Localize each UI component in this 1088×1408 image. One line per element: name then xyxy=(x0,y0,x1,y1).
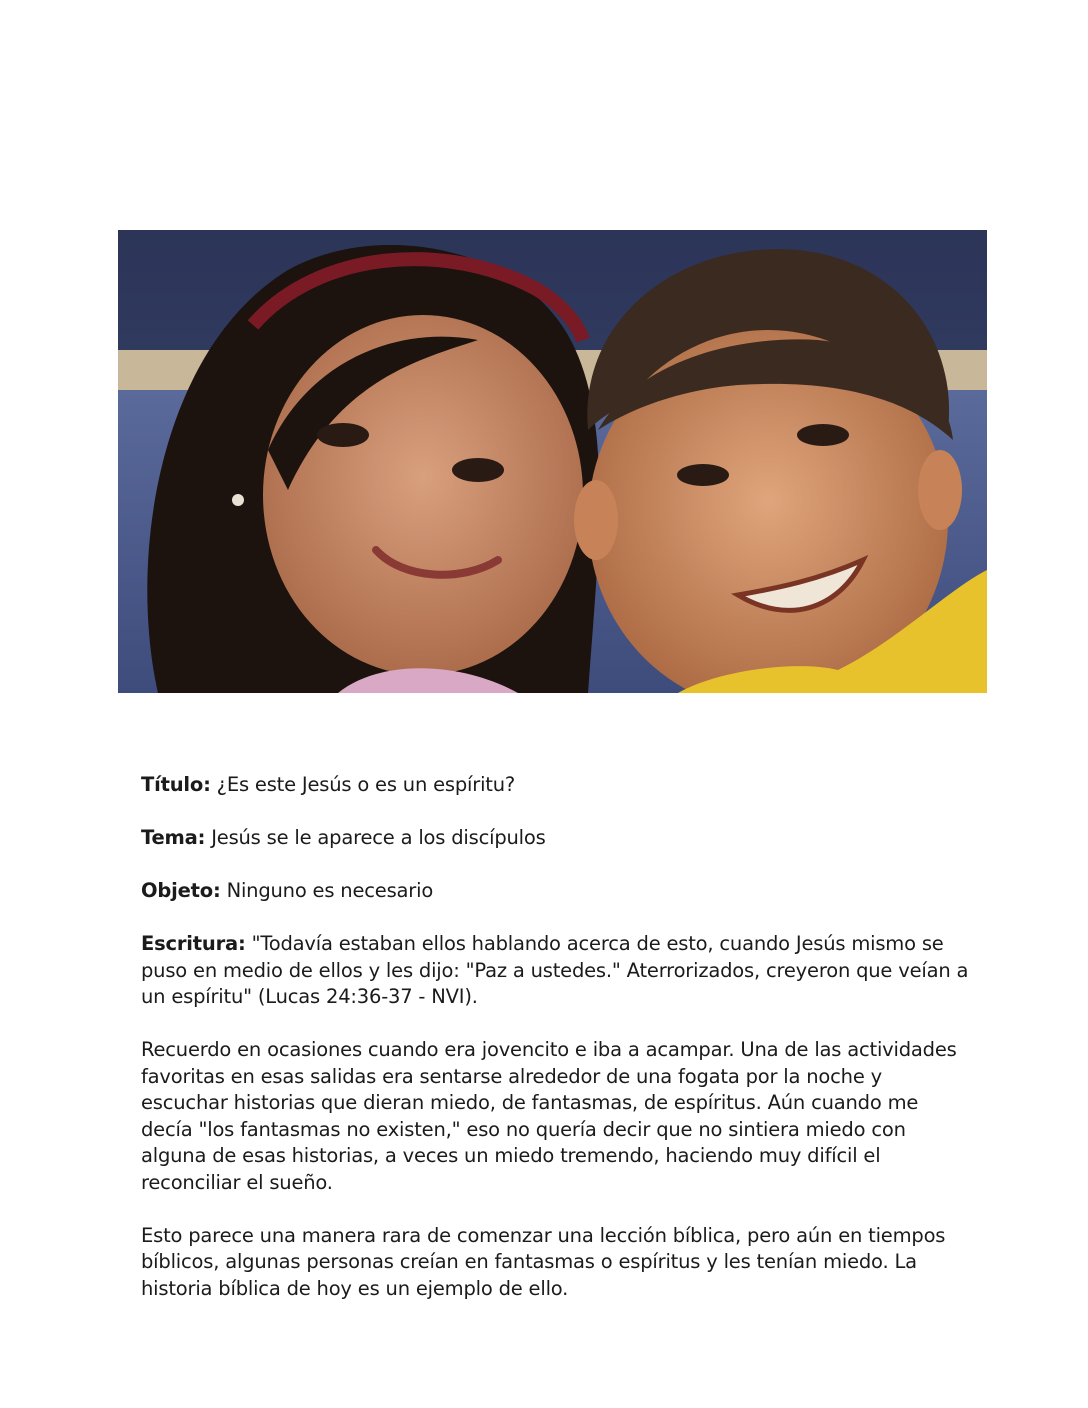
scripture-label: Escritura: xyxy=(141,932,246,955)
object-label: Objeto: xyxy=(141,879,221,902)
scripture-value: "Todavía estaban ellos hablando acerca de esto, cuando Jesús mismo se puso en medio de ellos y les dijo: "Paz a ustedes." Aterrorizados, creyeron que veían a un espíritu" (Lucas 24:36-37 - NVI). xyxy=(141,932,969,1008)
theme-label: Tema: xyxy=(141,826,206,849)
body-paragraph-2: Esto parece una manera rara de comenzar una lección bíblica, pero aún en tiempos bíblicos, algunas personas creían en fantasmas o espíritus y les tenían miedo. La historia bíblica de hoy es un ejemplo de ello. xyxy=(141,1223,946,1300)
lesson-object xyxy=(141,878,971,905)
title-label: Título: xyxy=(141,773,211,796)
title-value: ¿Es este Jesús o es un espíritu? xyxy=(216,773,516,796)
body-paragraph-1: Recuerdo en ocasiones cuando era jovencito e iba a acampar. Una de las actividades favoritas en esas salidas era sentarse alrededor de una fogata por la noche y escuchar historias que dieran miedo, de fantasmas, de espíritus. Aún cuando me decía "los fantasmas no existen," eso no quería decir que no sintiera miedo con alguna de esas historias, a veces un miedo tremendo, haciendo muy difícil el reconciliar el sueño. xyxy=(141,1038,957,1194)
lesson-title xyxy=(141,772,971,799)
lesson-content xyxy=(141,772,971,1329)
lesson-theme xyxy=(141,825,971,852)
lesson-scripture xyxy=(141,931,971,1011)
theme-value: Jesús se le aparece a los discípulos xyxy=(211,826,546,849)
children-photo xyxy=(118,230,987,693)
object-value: Ninguno es necesario xyxy=(226,879,434,902)
